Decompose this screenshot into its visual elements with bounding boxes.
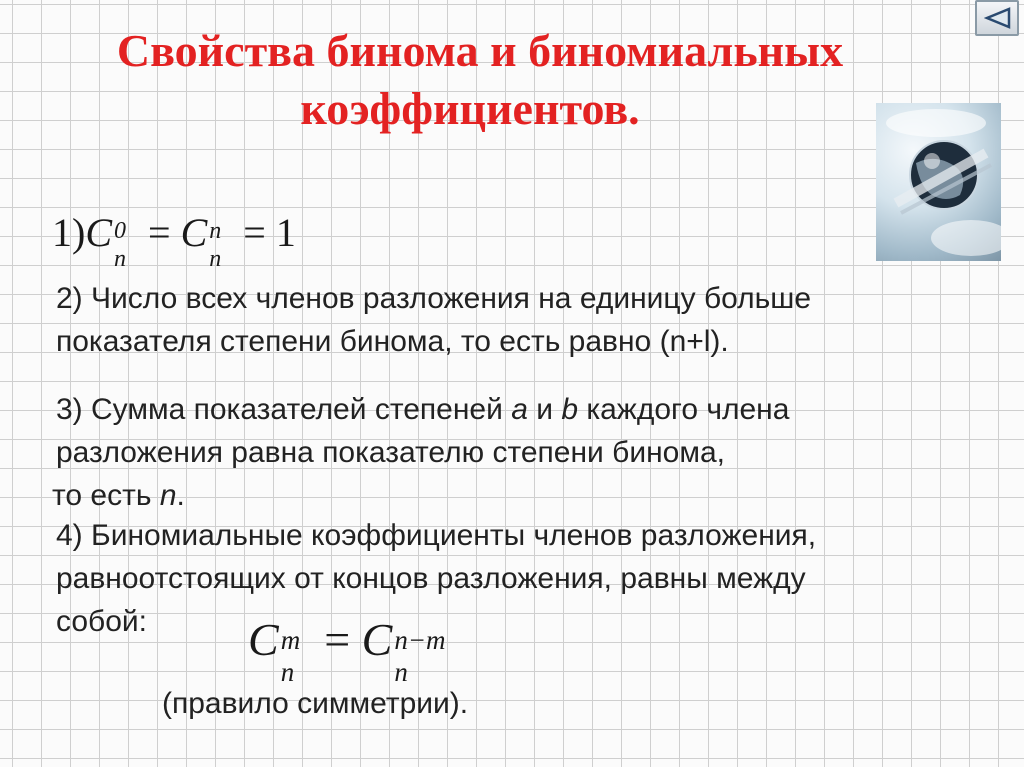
formula1-eq1: = bbox=[138, 210, 181, 255]
formula1-sub1: n bbox=[114, 245, 127, 272]
item3-var-a: a bbox=[511, 393, 528, 426]
item3-line2: разложения равна показателю степени бинома, bbox=[56, 436, 725, 469]
item3-line1 bbox=[56, 388, 986, 431]
formula2-c2: C bbox=[361, 614, 393, 665]
item-2 bbox=[56, 277, 986, 363]
title-line-2: коэффициентов. bbox=[300, 83, 640, 134]
slide-title bbox=[0, 22, 960, 138]
formula1-sup1: 0 bbox=[114, 217, 127, 244]
item-3 bbox=[52, 388, 986, 517]
formula2-c1: C bbox=[248, 614, 279, 665]
formula1-c1: C bbox=[85, 210, 113, 255]
item3-var-b: b bbox=[561, 393, 578, 426]
formula1-sup2: n bbox=[209, 217, 222, 244]
formula2-sub2: n bbox=[394, 657, 408, 688]
item4-line2: равноотстоящих от концов разложения, равны между bbox=[56, 562, 806, 595]
title-line-1: Свойства бинома и биномиальных bbox=[116, 25, 844, 76]
item2-line1: 2) Число всех членов разложения на единицу больше bbox=[56, 282, 812, 315]
formula2-sup1: m bbox=[280, 625, 301, 656]
globe-photo bbox=[876, 103, 1001, 261]
formula1-eq2: = 1 bbox=[233, 210, 296, 255]
formula-symmetry bbox=[248, 610, 462, 688]
item3-line3-text: то есть bbox=[52, 479, 160, 512]
formula2-sub1: n bbox=[280, 657, 295, 688]
formula2-sup2: n−m bbox=[394, 625, 446, 656]
item3-line3-end: . bbox=[176, 479, 185, 512]
formula1-prefix: 1) bbox=[52, 210, 86, 255]
symmetry-note: (правило симметрии). bbox=[162, 687, 469, 720]
formula1-sub2: n bbox=[209, 245, 222, 272]
globe-icon bbox=[876, 103, 1001, 261]
item3-text-b: и bbox=[527, 393, 562, 426]
triangle-left-icon bbox=[984, 7, 1012, 29]
item4-line3: собой: bbox=[56, 605, 147, 638]
formula1-c2: C bbox=[180, 210, 208, 255]
item3-text-a: 3) Сумма показателей степеней bbox=[56, 393, 512, 426]
back-button[interactable] bbox=[975, 0, 1019, 36]
formula-1 bbox=[52, 208, 296, 272]
item4-line1: 4) Биномиальные коэффициенты членов разложения, bbox=[56, 519, 817, 552]
formula2-eq: = bbox=[312, 614, 362, 665]
item2-line2: показателя степени бинома, то есть равно (n+l). bbox=[56, 325, 729, 358]
item3-line3 bbox=[52, 474, 986, 517]
item3-text-c: каждого члена bbox=[578, 393, 790, 426]
item-4 bbox=[56, 514, 986, 643]
item3-var-n: n bbox=[159, 479, 177, 512]
